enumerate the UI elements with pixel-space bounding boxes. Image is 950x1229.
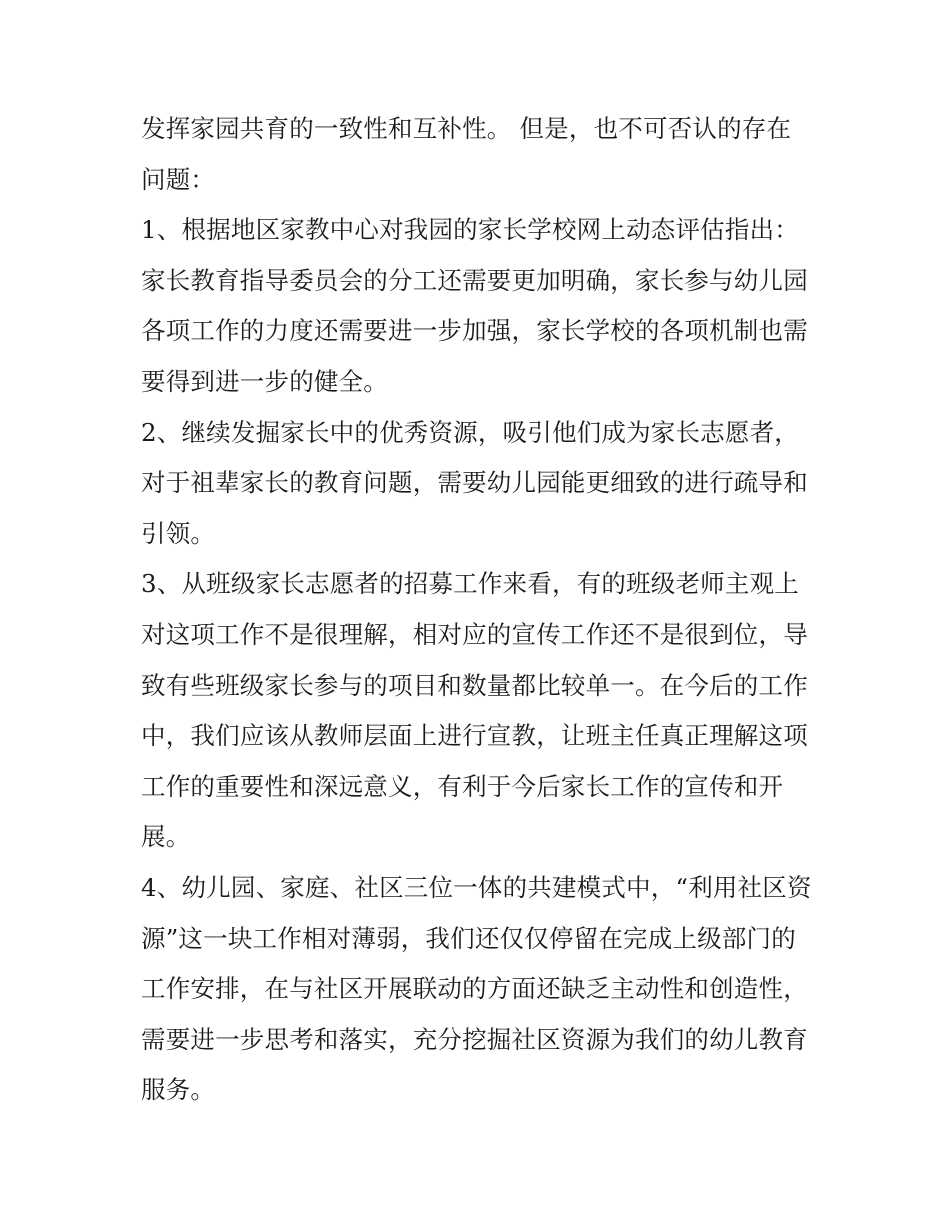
text-line: 中，我们应该从教师层面上进行宣教，让班主任真正理解这项 [141,721,808,751]
text-line: 家长教育指导委员会的分工还需要更加明确，家长参与幼儿园 [141,265,808,295]
text-line: 工作的重要性和深远意义，有利于今后家长工作的宣传和开 [141,771,784,801]
text-line: 对这项工作不是很理解，相对应的宣传工作还不是很到位，导 [141,619,808,649]
text-line: 致有些班级家长参与的项目和数量都比较单一。在今后的工作 [141,670,808,700]
problem-item-4 [141,863,821,1116]
intro-paragraph [141,104,821,205]
text-line: 1、根据地区家教中心对我园的家长学校网上动态评估指出： [141,215,799,245]
problem-item-2 [141,408,821,560]
text-line: 3、从班级家长志愿者的招募工作来看，有的班级老师主观上 [141,569,799,599]
text-line: 要得到进一步的健全。 [141,366,388,396]
text-line: 4、幼儿园、家庭、社区三位一体的共建模式中，“利用社区资 [141,872,812,902]
text-line: 需要进一步思考和落实，充分挖掘社区资源为我们的幼儿教育 [141,1024,808,1054]
text-line: 发挥家园共育的一致性和互补性。 但是，也不可否认的存在 [141,114,792,143]
text-line: 问题： [141,164,216,194]
text-line: 各项工作的力度还需要进一步加强，家长学校的各项机制也需 [141,316,808,346]
text-line: 工作安排，在与社区开展联动的方面还缺乏主动性和创造性， [141,974,808,1004]
text-line: 对于祖辈家长的教育问题，需要幼儿园能更细致的进行疏导和 [141,468,808,498]
text-line: 2、继续发掘家长中的优秀资源，吸引他们成为家长志愿者， [141,417,799,447]
problem-item-1 [141,205,821,407]
text-line: 引领。 [141,518,216,548]
text-line: 展。 [141,822,191,852]
problem-item-3 [141,559,821,863]
text-line: 服务。 [141,1075,216,1105]
text-line: 源”这一块工作相对薄弱，我们还仅仅停留在完成上级部门的 [141,923,796,953]
document-body [141,104,821,1116]
